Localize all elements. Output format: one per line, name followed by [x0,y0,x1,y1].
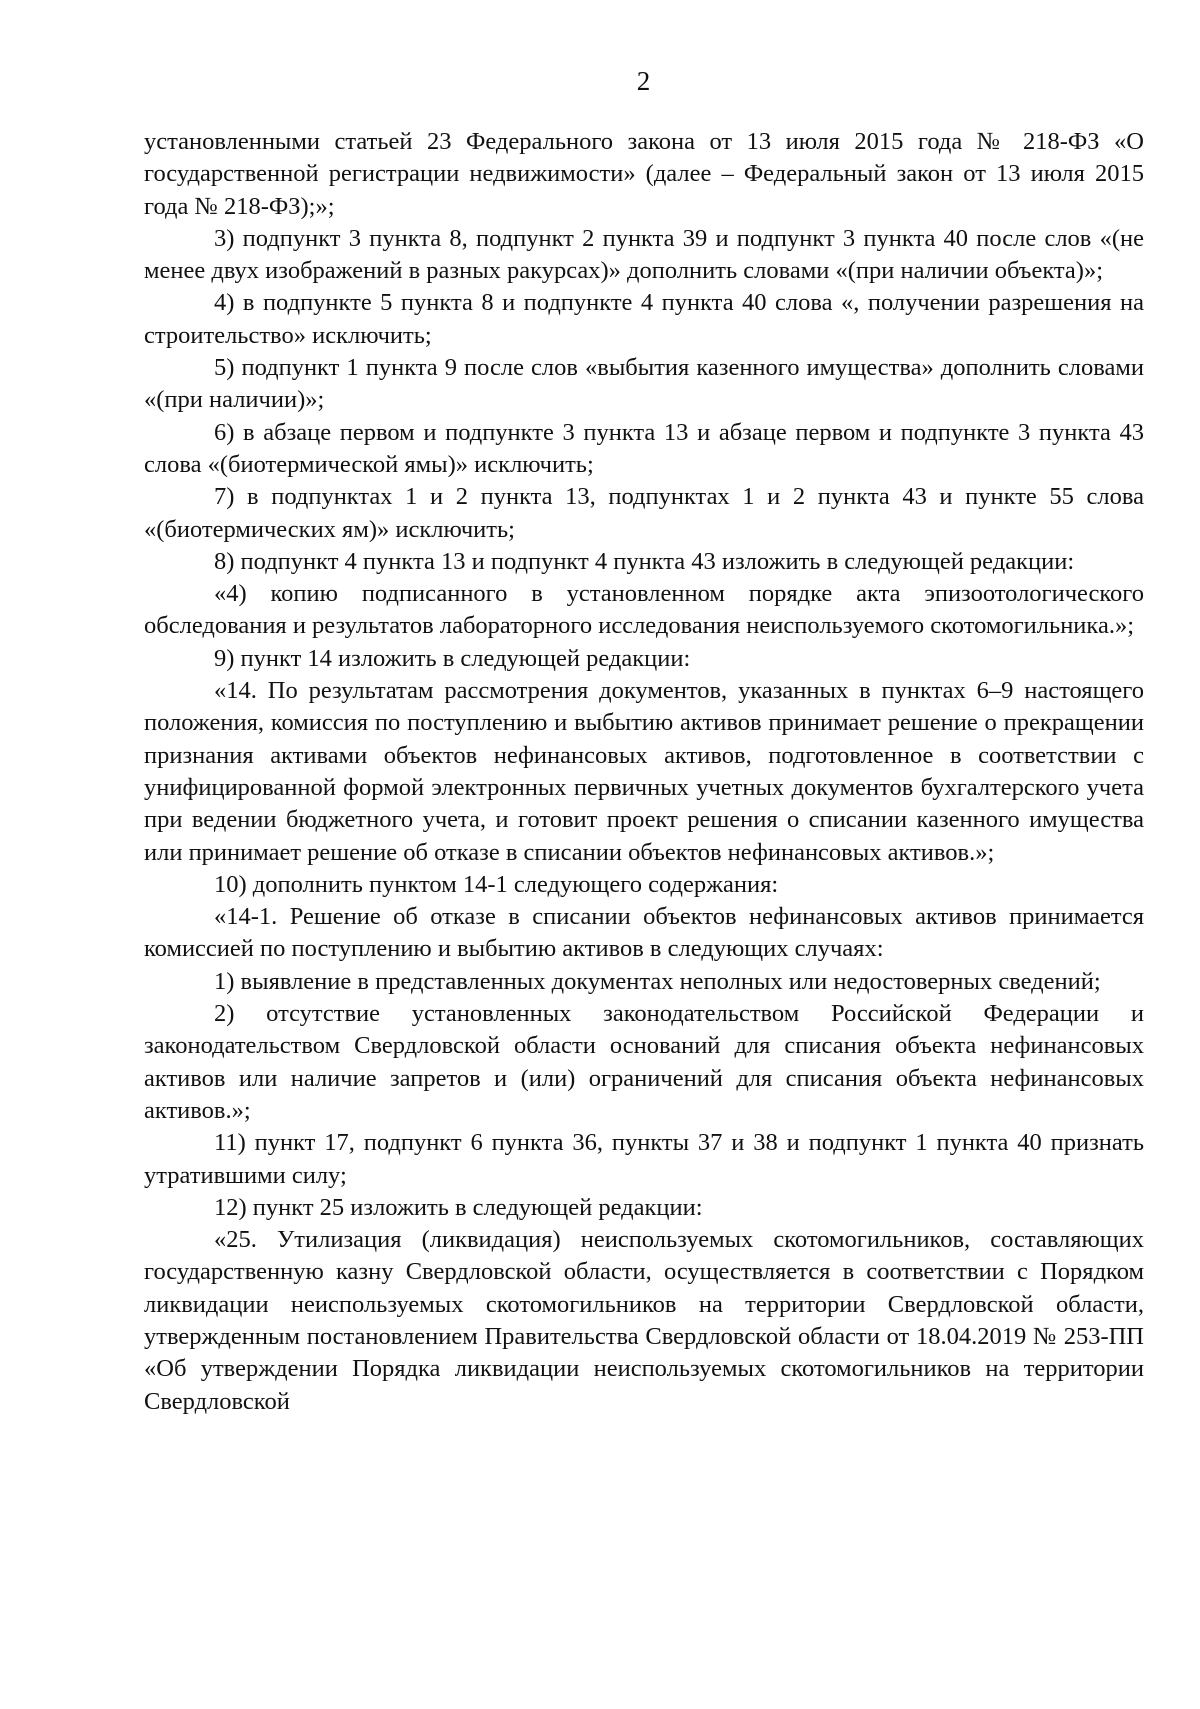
paragraph-item-11: 11) пункт 17, подпункт 6 пункта 36, пункты 37 и 38 и подпункт 1 пункта 40 признать утратившими силу; [144,1129,1144,1189]
document-body [144,126,1144,1418]
paragraph-item-3: 3) подпункт 3 пункта 8, подпункт 2 пункта 39 и подпункт 3 пункта 40 после слов «(не менее двух изображений в разных ракурсах)» дополнить словами «(при наличии объекта)»; [144,224,1144,285]
paragraph-quote-4: «4) копию подписанного в установленном порядке акта эпизоотологического обследования и результатов лабораторного исследования неиспользуемого скотомогильника.»; [144,580,1144,640]
paragraph-item-4: 4) в подпункте 5 пункта 8 и подпункте 4 пункта 40 слова «, получении разрешения на строительство» исключить; [144,289,1144,349]
paragraph-item-9: 9) пункт 14 изложить в следующей редакции: [214,644,691,672]
paragraph-item-10: 10) дополнить пунктом 14-1 следующего содержания: [214,870,779,898]
page-number: 2 [636,66,651,96]
paragraph-subitem-2: 2) отсутствие установленных законодательством Российской Федерации и законодательством Свердловской области оснований для списания объекта нефинансовых активов или наличие запретов и (или) ограничений для списания объекта нефинансовых активов.»; [144,1000,1144,1124]
paragraph-item-7: 7) в подпунктах 1 и 2 пункта 13, подпунктах 1 и 2 пункта 43 и пункте 55 слова «(биотермических ям)» исключить; [144,483,1144,543]
paragraph-continuation: установленными статьей 23 Федерального закона от 13 июля 2015 года № 218-ФЗ «О государственной регистрации недвижимости» (далее – Федеральный закон от 13 июля 2015 года № 218-ФЗ);»; [144,128,1144,220]
paragraph-item-6: 6) в абзаце первом и подпункте 3 пункта 13 и абзаце первом и подпункте 3 пункта 43 слова «(биотермической ямы)» исключить; [144,418,1144,478]
paragraph-quote-14-1: «14-1. Решение об отказе в списании объектов нефинансовых активов принимается комиссией по поступлению и выбытию активов в следующих случаях: [144,903,1144,963]
paragraph-quote-25: «25. Утилизация (ликвидация) неиспользуемых скотомогильников, составляющих государственную казну Свердловской области, осуществляется в соответствии с Порядком ликвидации неиспользуемых скотомогильников на территории Свердловской области, утвержденным постановлением Правительства Свердловской области от 18.04.2019 № 253-ПП «Об утверждении Порядка ликвидации неиспользуемых скотомогильников на территории Свердловской [144,1226,1144,1415]
paragraph-item-5: 5) подпункт 1 пункта 9 после слов «выбытия казенного имущества» дополнить словами «(при наличии)»; [144,354,1144,414]
paragraph-quote-14: «14. По результатам рассмотрения документов, указанных в пунктах 6–9 настоящего положения, комиссия по поступлению и выбытию активов принимает решение о прекращении признания активами объектов нефинансовых активов, подготовленное в соответствии с унифицированной формой электронных первичных учетных документов бухгалтерского учета при ведении бюджетного учета, и готовит проект решения о списании казенного имущества или принимает решение об отказе в списании объектов нефинансовых активов.»; [144,677,1144,866]
paragraph-subitem-1: 1) выявление в представленных документах неполных или недостоверных сведений; [214,967,1101,995]
paragraph-item-12: 12) пункт 25 изложить в следующей редакции: [214,1193,703,1221]
paragraph-item-8: 8) подпункт 4 пункта 13 и подпункт 4 пункта 43 изложить в следующей редакции: [214,547,1075,575]
